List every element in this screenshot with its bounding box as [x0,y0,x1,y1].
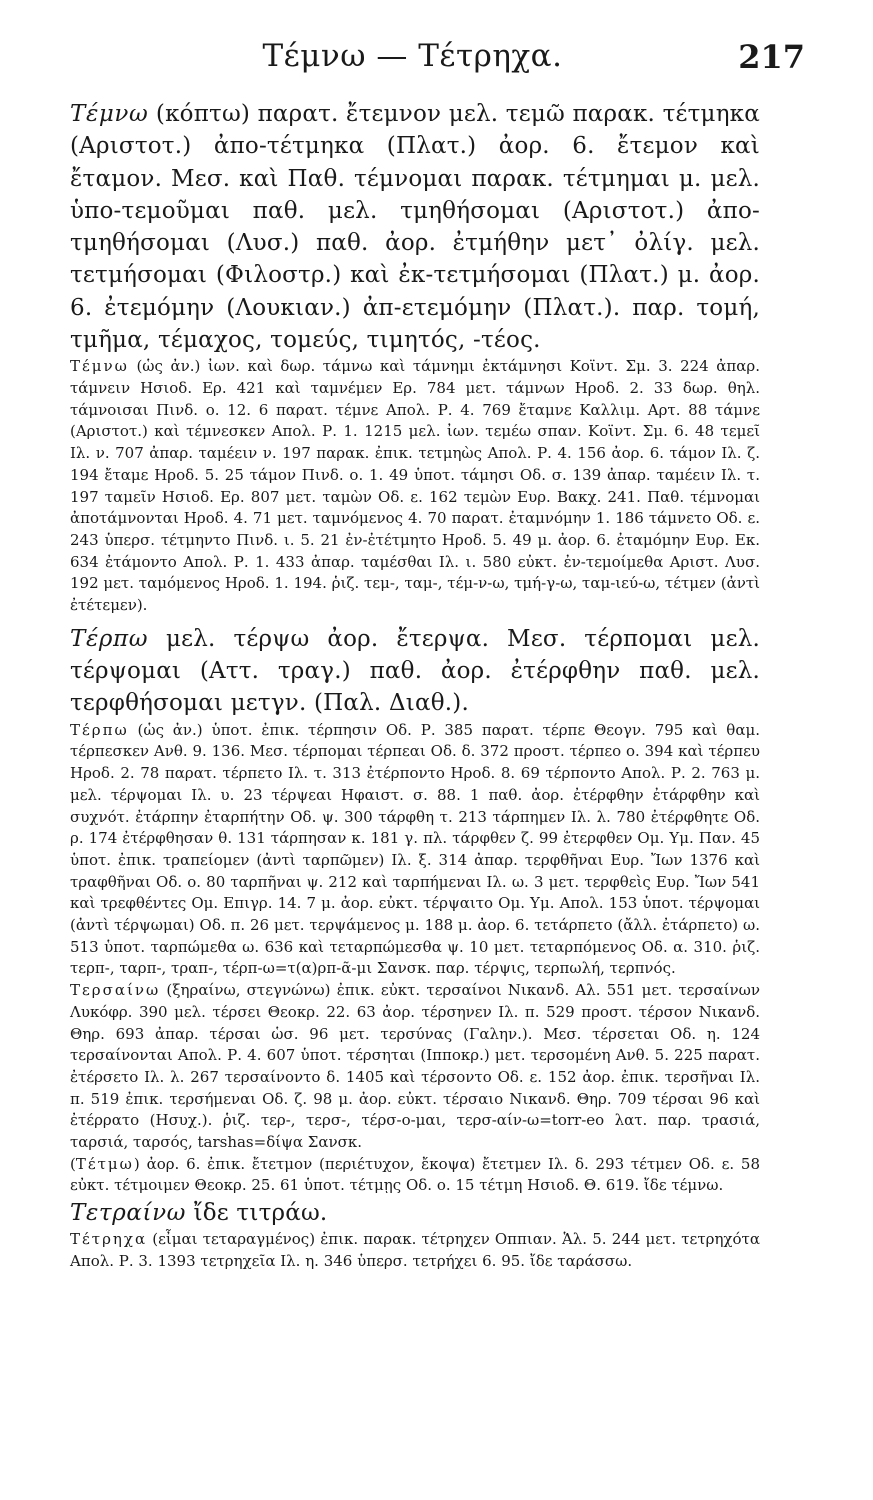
entry-temno-main [70,98,760,356]
entry-definition: ἴδε τιτράω. [193,1200,328,1227]
headword: Τετραίνω [70,1200,187,1227]
entry-forms: (ξηραίνω, στεγνώνω) ἐπικ. εὐκτ. τερσαίνοι Νικανδ. Αλ. 551 μετ. τερσαίνων Λυκόφρ. 390 μελ. τέρσει Θεοκρ. 22. 63 ἀορ. τέρσηνεν Ιλ. π. 529 προστ. τέρσον Νικανδ. Θηρ. 693 ἀπαρ. τέρσαι ὡσ. 96 μετ. τερσύνας (Γαλην.). Μεσ. τέρσεται Οδ. η. 124 τερσαίνονται Απολ. Ρ. 4. 607 ὑποτ. τέρσηται (Ιπποκρ.) μετ. τερσομένη Ανθ. 5. 225 παρατ. ἐτέρσετο Ιλ. λ. 267 τερσαίνοντο δ. 1405 καὶ τέρσοντο Οδ. ε. 152 ἀορ. ἐπικ. τερσῆναι Ιλ. π. 519 ἐπικ. τερσήμεναι Οδ. ζ. 98 μ. ἀορ. εὐκτ. τέρσαιο Νικανδ. Θηρ. 709 τέρσαι 96 καὶ ἐτέρρατο (Ησυχ.). ῥιζ. τερ-, τερσ-, τέρσ-ο-μαι, τερσ-αίν-ω=torr-eo λατ. παρ. τρασιά, ταρσιά, ταρσός, tarshas=δίψα Σανσκ. [70,981,760,1152]
lemma: Τερσαίνω [70,981,161,1000]
entry-forms: ἀορ. 6. ἐπικ. ἔτετμον (περιέτυχον, ἔκοψα) ἔτετμεν Ιλ. δ. 293 τέτμεν Οδ. ε. 58 εὐκτ. τέτμοιμεν Θεοκρ. 25. 61 ὑποτ. τέτμῃς Οδ. ο. 15 τέτμη Ησιοδ. Θ. 619. ἴδε τέμνω. [70,1154,760,1195]
entry-definition: (κόπτω) παρατ. ἔτεμνον μελ. τεμῶ παρακ. τέτμηκα (Αριστοτ.) ἀπο-τέτμηκα (Πλατ.) ἀορ. 6. ἔτεμον καὶ ἔταμον. Μεσ. καὶ Παθ. τέμνομαι παρακ. τέτμημαι μ. μελ. ὑπο-τεμοῦμαι παθ. μελ. τμηθήσομαι (Αριστοτ.) ἀπο-τμηθήσομαι (Λυσ.) παθ. ἀορ. ἐτμήθην μετ᾽ ὀλίγ. μελ. τετμήσομαι (Φιλοστρ.) καὶ ἐκ-τετμήσομαι (Πλατ.) μ. ἀορ. 6. ἐτεμόμην (Λουκιαν.) ἀπ-ετεμόμην (Πλατ.). παρ. τομή, τμῆμα, τέμαχος, τομεύς, τιμητός, -τέος. [70,101,760,354]
entry-terpo-main [70,623,760,720]
page-header [70,38,805,82]
headword: Τέμνω [70,101,149,127]
dictionary-body [70,98,760,1273]
entry-forms: (ὡς ἀν.) ὑποτ. ἐπικ. τέρπησιν Οδ. Ρ. 385 παρατ. τέρπε Θεογν. 795 καὶ θαμ. τέρπεσκεν Ανθ. 9. 136. Μεσ. τέρπομαι τέρπεαι Οδ. δ. 372 προστ. τέρπεο ο. 394 καὶ τέρπευ Ηροδ. 2. 78 παρατ. τέρπετο Ιλ. τ. 313 ἐτέρποντο Ηροδ. 8. 69 τέρποντο Απολ. Ρ. 2. 763 μ. μελ. τέρψομαι Ιλ. υ. 23 τέρψεαι Ηφαιστ. σ. 88. 1 παθ. ἀορ. ἐτέρφθην ἐτάρφθην καὶ συχνότ. ἐτάρπην ἐταρπήτην Οδ. ψ. 300 τάρφθη τ. 213 τάρπημεν Ιλ. λ. 780 ἐτέρφθητε Οδ. ρ. 174 ἐτέρφθησαν θ. 131 τάρπησαν κ. 181 γ. πλ. τάρφθεν ζ. 99 ἐτερφθεν Ομ. Υμ. Παν. 45 ὑποτ. ἐπικ. τραπείομεν (ἀντὶ ταρπῶμεν) Ιλ. ξ. 314 ἀπαρ. τερφθῆναι Ευρ. Ἴων 1376 καὶ τραφθῆναι Οδ. ο. 80 ταρπῆναι ψ. 212 καὶ ταρπήμεναι Ιλ. ω. 3 μετ. τερφθεὶς Ευρ. Ἴων 541 καὶ τρεφθέντες Ομ. Επιγρ. 14. 7 μ. ἀορ. εὐκτ. τέρψαιτο Ομ. Υμ. Απολ. 153 ὑποτ. τέρψομαι (ἀντὶ τέρψωμαι) Οδ. π. 26 μετ. τερψάμενος μ. 188 μ. ἀορ. 6. τετάρπετο (ἄλλ. ἐτάρπετο) ω. 513 ὑποτ. ταρπώμεθα ω. 636 καὶ τεταρπώμεσθα ψ. 10 μετ. τεταρπόμενος Οδ. α. 310. ῥιζ. τερπ-, ταρπ-, τραπ-, τέρπ-ω=τ(α)ρπ-ᾶ-μι Σανσκ. παρ. τέρψις, τερπωλή, τερπνός. [70,720,760,978]
entry-tetrecha [70,1229,760,1272]
entry-terpo-forms [70,720,760,980]
entry-tetraino-main [70,1197,760,1229]
entry-forms: (ὡς ἀν.) ἰων. καὶ δωρ. τάμνω καὶ τάμνημι ἐκτάμνησι Κοϊντ. Σμ. 3. 224 ἀπαρ. τάμνειν Ησιοδ. Ερ. 421 καὶ ταμνέμεν Ερ. 784 μετ. τάμνων Ηροδ. 2. 33 δωρ. θηλ. τάμνοισαι Πινδ. ο. 12. 6 παρατ. τέμνε Απολ. Ρ. 4. 769 ἔταμνε Καλλιμ. Αρτ. 88 τάμνε (Αριστοτ.) καὶ τέμνεσκεν Απολ. Ρ. 1. 1215 μελ. ἰων. τεμέω σπαν. Κοϊντ. Σμ. 6. 48 τεμεῖ Ιλ. ν. 707 ἀπαρ. ταμέειν ν. 197 παρακ. ἐπικ. τετμηὼς Απολ. Ρ. 4. 156 ἀορ. 6. τάμον Ιλ. ζ. 194 ἔταμε Ηροδ. 5. 25 τάμον Πινδ. ο. 1. 49 ὑποτ. τάμησι Οδ. σ. 139 ἀπαρ. ταμέειν Ιλ. τ. 197 ταμεῖν Ησιοδ. Ερ. 807 μετ. ταμὼν Οδ. ε. 162 τεμὼν Ευρ. Βακχ. 241. Παθ. τέμνομαι ἀποτάμνονται Ηροδ. 4. 71 μετ. ταμνόμενος 4. 70 παρατ. ἐταμνόμην 1. 186 τάμνετο Οδ. ε. 243 ὑπερσ. τέτμηντο Πινδ. ι. 5. 21 ἐν-ἐτέτμητο Ηροδ. 5. 49 μ. ἀορ. 6. ἐταμόμην Ευρ. Εκ. 634 ἐτάμοντο Απολ. Ρ. 1. 433 ἀπαρ. ταμέσθαι Ιλ. ι. 580 εὐκτ. ἐν-τεμοίμεθα Αριστ. Λυσ. 192 μετ. ταμόμενος Ηροδ. 1. 194. ῥιζ. τεμ-, ταμ-, τέμ-ν-ω, τμή-γ-ω, ταμ-ιεύ-ω, τέτμεν (ἀντὶ ἐτέτεμεν). [70,357,760,615]
entry-tersaino [70,980,760,1154]
headword: Τέρπω [70,625,149,652]
entry-definition: μελ. τέρψω ἀορ. ἔτερψα. Μεσ. τέρπομαι μελ. τέρψομαι (Αττ. τραγ.) παθ. ἀορ. ἐτέρφθην παθ. μελ. τερφθήσομαι μετγν. (Παλ. Διαθ.). [70,625,760,717]
lemma: Τέρπω [70,720,129,739]
lemma: Τέτρηχα [70,1230,148,1249]
lemma: Τέτμω [75,1154,134,1173]
entry-forms: (εἶμαι τεταραγμένος) ἐπικ. παρακ. τέτρηχεν Οππιαν. Ἁλ. 5. 244 μετ. τετρηχότα Απολ. Ρ. 3. 1393 τετρηχεῖα Ιλ. η. 346 ὑπερσ. τετρήχει 6. 95. ἴδε ταράσσω. [70,1230,760,1271]
entry-temno-forms [70,356,760,616]
entry-tetmo: (Τέτμω) ἀορ. 6. ἐπικ. ἔτετμον (περιέτυχον, ἔκοψα) ἔτετμεν Ιλ. δ. 293 τέτμεν Οδ. ε. 58 εὐκτ. τέτμοιμεν Θεοκρ. 25. 61 ὑποτ. τέτμῃς Οδ. ο. 15 τέτμη Ησιοδ. Θ. 619. ἴδε τέμνω. [70,1154,760,1195]
lemma: Τέμνω [70,357,129,376]
running-head: Τέμνω — Τέτρηχα. [262,38,563,74]
page-number: 217 [738,38,805,76]
